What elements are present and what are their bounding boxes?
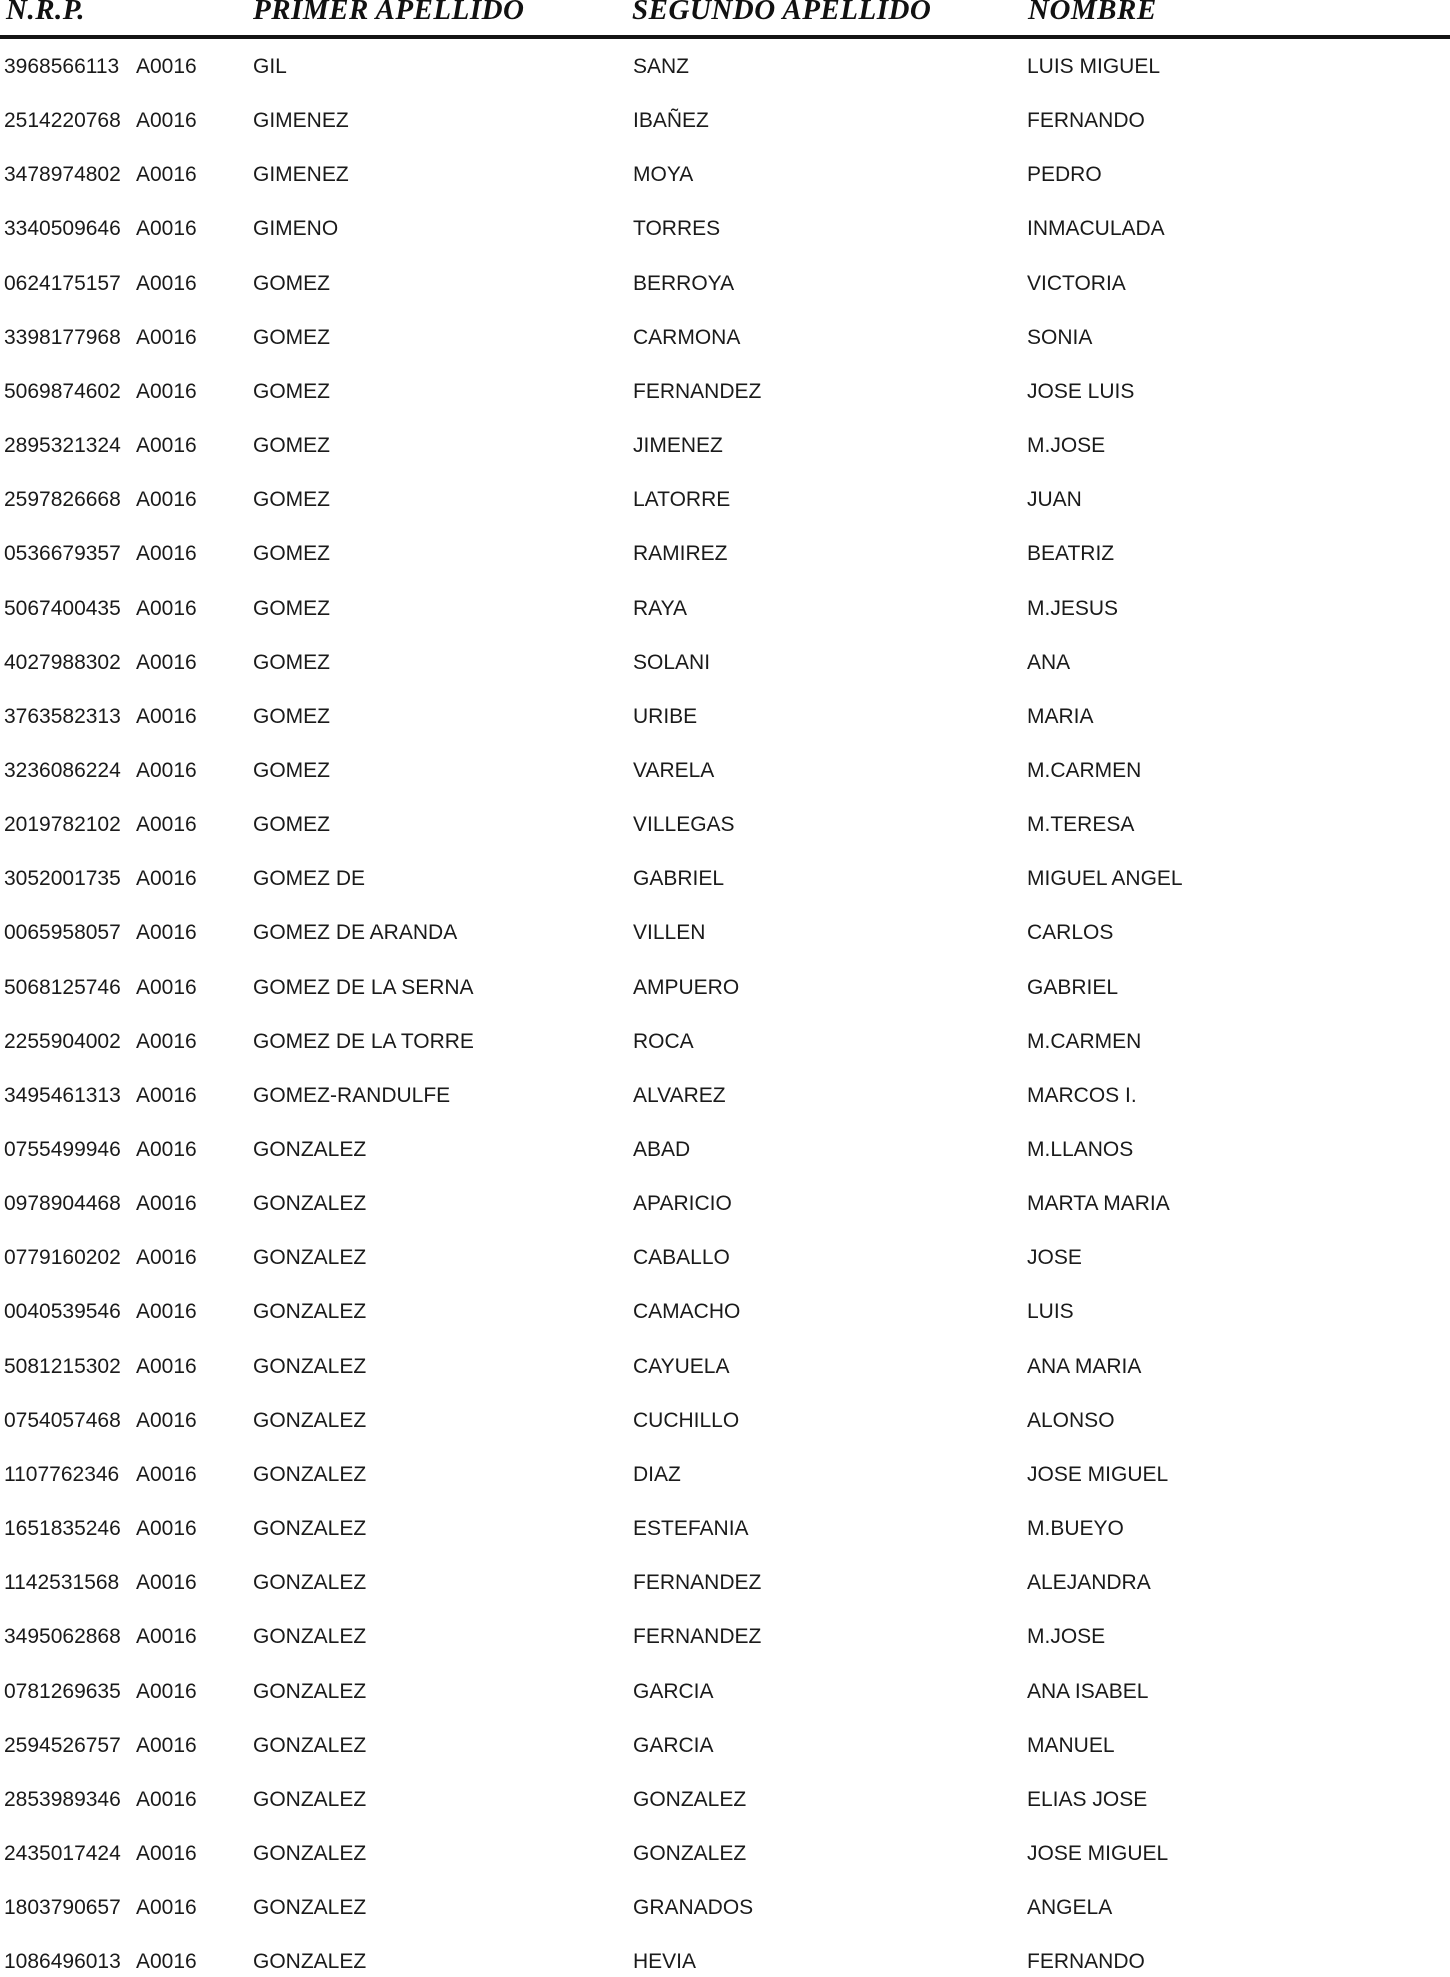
nrp-cell: 0781269635 bbox=[4, 1679, 121, 1703]
nombre-cell: ANA MARIA bbox=[1027, 1354, 1142, 1378]
code-cell: A0016 bbox=[136, 650, 197, 674]
segundo-apellido-cell: SOLANI bbox=[633, 650, 711, 674]
nrp-cell: 0536679357 bbox=[4, 542, 121, 566]
nombre-cell: M.BUEYO bbox=[1027, 1517, 1124, 1541]
nrp-cell: 1086496013 bbox=[4, 1950, 121, 1974]
nombre-cell: JOSE MIGUEL bbox=[1027, 1462, 1169, 1486]
code-cell: A0016 bbox=[136, 1083, 197, 1107]
nrp-cell: 3763582313 bbox=[4, 704, 121, 728]
nrp-cell: 0040539546 bbox=[4, 1300, 121, 1324]
nrp-cell: 0755499946 bbox=[4, 1138, 121, 1161]
nombre-cell: LUIS MIGUEL bbox=[1027, 55, 1161, 78]
table-row bbox=[0, 214, 1450, 244]
primer-apellido-cell: GOMEZ-RANDULFE bbox=[253, 1083, 451, 1107]
nrp-cell: 2255904002 bbox=[4, 1029, 121, 1053]
nrp-cell: 3968566113 bbox=[4, 55, 120, 78]
code-cell: A0016 bbox=[136, 163, 197, 187]
code-cell: A0016 bbox=[136, 596, 197, 620]
segundo-apellido-cell: GRANADOS bbox=[633, 1896, 754, 1920]
nombre-cell: MIGUEL ANGEL bbox=[1027, 867, 1183, 891]
table-row bbox=[0, 1677, 1450, 1707]
segundo-apellido-cell: GONZALEZ bbox=[633, 1841, 747, 1865]
primer-apellido-cell: GONZALEZ bbox=[253, 1462, 367, 1486]
primer-apellido-cell: GOMEZ bbox=[253, 325, 330, 349]
segundo-apellido-cell: RAYA bbox=[633, 596, 688, 620]
primer-apellido-cell: GOMEZ bbox=[253, 813, 330, 837]
segundo-apellido-cell: DIAZ bbox=[633, 1462, 681, 1486]
nombre-cell: M.JOSE bbox=[1027, 1625, 1106, 1649]
code-cell: A0016 bbox=[136, 704, 197, 728]
nrp-cell: 5069874602 bbox=[4, 379, 121, 403]
nrp-cell: 0065958057 bbox=[4, 921, 121, 945]
primer-apellido-cell: GOMEZ DE LA SERNA bbox=[253, 975, 474, 999]
table-row bbox=[0, 1460, 1450, 1490]
segundo-apellido-cell: CUCHILLO bbox=[633, 1408, 740, 1432]
header-segundo-apellido: SEGUNDO APELLIDO bbox=[632, 0, 932, 26]
primer-apellido-cell: GOMEZ bbox=[253, 704, 330, 728]
segundo-apellido-cell: BERROYA bbox=[633, 271, 735, 295]
nrp-cell: 0624175157 bbox=[4, 271, 121, 295]
table-row bbox=[0, 1568, 1450, 1598]
nombre-cell: MARIA bbox=[1027, 704, 1094, 728]
segundo-apellido-cell: ALVAREZ bbox=[633, 1083, 726, 1107]
segundo-apellido-cell: FERNANDEZ bbox=[633, 379, 762, 403]
segundo-apellido-cell: JIMENEZ bbox=[633, 434, 723, 458]
segundo-apellido-cell: CARMONA bbox=[633, 325, 741, 349]
table-row bbox=[0, 973, 1450, 1003]
nombre-cell: M.JESUS bbox=[1027, 596, 1119, 620]
nombre-cell: VICTORIA bbox=[1027, 271, 1126, 295]
nrp-cell: 2514220768 bbox=[4, 109, 121, 133]
nrp-cell: 3236086224 bbox=[4, 758, 121, 782]
primer-apellido-cell: GOMEZ bbox=[253, 434, 330, 458]
table-row bbox=[0, 1514, 1450, 1544]
code-cell: A0016 bbox=[136, 1462, 197, 1486]
table-row bbox=[0, 1189, 1450, 1219]
segundo-apellido-cell: RAMIREZ bbox=[633, 542, 728, 566]
nrp-cell: 5067400435 bbox=[4, 596, 121, 620]
table-row bbox=[0, 1622, 1450, 1652]
header-nrp: N.R.P. bbox=[6, 0, 86, 26]
code-cell: A0016 bbox=[136, 1408, 197, 1432]
code-cell: A0016 bbox=[136, 434, 197, 458]
nrp-cell: 2019782102 bbox=[4, 813, 121, 837]
table-row bbox=[0, 323, 1450, 353]
primer-apellido-cell: GONZALEZ bbox=[253, 1950, 367, 1974]
nombre-cell: ALEJANDRA bbox=[1027, 1571, 1151, 1595]
code-cell: A0016 bbox=[136, 217, 197, 241]
primer-apellido-cell: GOMEZ DE bbox=[253, 867, 366, 891]
segundo-apellido-cell: CABALLO bbox=[633, 1246, 730, 1270]
nombre-cell: JUAN bbox=[1027, 488, 1082, 512]
segundo-apellido-cell: APARICIO bbox=[633, 1192, 732, 1216]
nombre-cell: MARTA MARIA bbox=[1027, 1192, 1170, 1216]
primer-apellido-cell: GONZALEZ bbox=[253, 1138, 367, 1161]
table-row bbox=[0, 648, 1450, 678]
code-cell: A0016 bbox=[136, 1300, 197, 1324]
nrp-cell: 2435017424 bbox=[4, 1841, 121, 1865]
primer-apellido-cell: GOMEZ DE LA TORRE bbox=[253, 1029, 474, 1053]
segundo-apellido-cell: VILLEGAS bbox=[633, 813, 735, 837]
nrp-cell: 2597826668 bbox=[4, 488, 121, 512]
segundo-apellido-cell: GARCIA bbox=[633, 1679, 714, 1703]
segundo-apellido-cell: VARELA bbox=[633, 758, 715, 782]
nombre-cell: GABRIEL bbox=[1027, 975, 1119, 999]
nrp-cell: 5081215302 bbox=[4, 1354, 121, 1378]
nombre-cell: ELIAS JOSE bbox=[1027, 1787, 1148, 1811]
code-cell: A0016 bbox=[136, 1787, 197, 1811]
segundo-apellido-cell: FERNANDEZ bbox=[633, 1625, 762, 1649]
nrp-cell: 1142531568 bbox=[4, 1571, 120, 1595]
nrp-cell: 3340509646 bbox=[4, 217, 121, 241]
table-row bbox=[0, 702, 1450, 732]
table-row bbox=[0, 1893, 1450, 1923]
nombre-cell: M.LLANOS bbox=[1027, 1138, 1134, 1161]
table-row bbox=[0, 431, 1450, 461]
table-row bbox=[0, 485, 1450, 515]
table-row bbox=[0, 918, 1450, 948]
table-row bbox=[0, 106, 1450, 136]
nombre-cell: PEDRO bbox=[1027, 163, 1102, 187]
header-primer-apellido: PRIMER APELLIDO bbox=[253, 0, 525, 26]
primer-apellido-cell: GONZALEZ bbox=[253, 1192, 367, 1216]
segundo-apellido-cell: LATORRE bbox=[633, 488, 731, 512]
nombre-cell: ALONSO bbox=[1027, 1408, 1115, 1432]
primer-apellido-cell: GIMENEZ bbox=[253, 163, 349, 187]
primer-apellido-cell: GONZALEZ bbox=[253, 1733, 367, 1757]
primer-apellido-cell: GONZALEZ bbox=[253, 1354, 367, 1378]
code-cell: A0016 bbox=[136, 379, 197, 403]
nrp-cell: 1803790657 bbox=[4, 1896, 121, 1920]
primer-apellido-cell: GOMEZ bbox=[253, 650, 330, 674]
primer-apellido-cell: GIMENEZ bbox=[253, 109, 349, 133]
nombre-cell: FERNANDO bbox=[1027, 109, 1145, 133]
table-row bbox=[0, 160, 1450, 190]
code-cell: A0016 bbox=[136, 1192, 197, 1216]
code-cell: A0016 bbox=[136, 867, 197, 891]
code-cell: A0016 bbox=[136, 813, 197, 837]
primer-apellido-cell: GONZALEZ bbox=[253, 1246, 367, 1270]
code-cell: A0016 bbox=[136, 1625, 197, 1649]
table-row bbox=[0, 539, 1450, 569]
code-cell: A0016 bbox=[136, 1517, 197, 1541]
table-row bbox=[0, 1135, 1450, 1165]
code-cell: A0016 bbox=[136, 1733, 197, 1757]
nrp-cell: 1651835246 bbox=[4, 1517, 121, 1541]
primer-apellido-cell: GONZALEZ bbox=[253, 1408, 367, 1432]
primer-apellido-cell: GOMEZ bbox=[253, 271, 330, 295]
primer-apellido-cell: GOMEZ bbox=[253, 542, 330, 566]
primer-apellido-cell: GOMEZ bbox=[253, 379, 330, 403]
code-cell: A0016 bbox=[136, 325, 197, 349]
nombre-cell: M.JOSE bbox=[1027, 434, 1106, 458]
nrp-cell: 2594526757 bbox=[4, 1733, 121, 1757]
table-row bbox=[0, 756, 1450, 786]
table-row bbox=[0, 1297, 1450, 1327]
nombre-cell: BEATRIZ bbox=[1027, 542, 1115, 566]
code-cell: A0016 bbox=[136, 1841, 197, 1865]
code-cell: A0016 bbox=[136, 271, 197, 295]
nrp-cell: 4027988302 bbox=[4, 650, 121, 674]
nombre-cell: ANA ISABEL bbox=[1027, 1679, 1149, 1703]
segundo-apellido-cell: TORRES bbox=[633, 217, 721, 241]
segundo-apellido-cell: ROCA bbox=[633, 1029, 694, 1053]
nrp-cell: 3052001735 bbox=[4, 867, 121, 891]
nrp-cell: 0978904468 bbox=[4, 1192, 121, 1216]
nrp-cell: 0754057468 bbox=[4, 1408, 121, 1432]
primer-apellido-cell: GIL bbox=[253, 55, 287, 78]
nombre-cell: MANUEL bbox=[1027, 1733, 1115, 1757]
table-row bbox=[0, 269, 1450, 299]
code-cell: A0016 bbox=[136, 542, 197, 566]
code-cell: A0016 bbox=[136, 1354, 197, 1378]
segundo-apellido-cell: AMPUERO bbox=[633, 975, 740, 999]
header-nombre: NOMBRE bbox=[1028, 0, 1157, 26]
nrp-cell: 2895321324 bbox=[4, 434, 121, 458]
segundo-apellido-cell: MOYA bbox=[633, 163, 694, 187]
nrp-cell: 3398177968 bbox=[4, 325, 121, 349]
table-row bbox=[0, 1352, 1450, 1382]
primer-apellido-cell: GONZALEZ bbox=[253, 1300, 367, 1324]
segundo-apellido-cell: HEVIA bbox=[633, 1950, 697, 1974]
primer-apellido-cell: GONZALEZ bbox=[253, 1517, 367, 1541]
nrp-cell: 3478974802 bbox=[4, 163, 121, 187]
table-row bbox=[0, 1839, 1450, 1869]
code-cell: A0016 bbox=[136, 55, 197, 78]
nrp-cell: 3495062868 bbox=[4, 1625, 121, 1649]
segundo-apellido-cell: GARCIA bbox=[633, 1733, 714, 1757]
nombre-cell: M.CARMEN bbox=[1027, 1029, 1142, 1053]
segundo-apellido-cell: SANZ bbox=[633, 55, 690, 78]
nombre-cell: ANA bbox=[1027, 650, 1071, 674]
nombre-cell: INMACULADA bbox=[1027, 217, 1165, 241]
segundo-apellido-cell: GONZALEZ bbox=[633, 1787, 747, 1811]
segundo-apellido-cell: ESTEFANIA bbox=[633, 1517, 749, 1541]
nombre-cell: LUIS bbox=[1027, 1300, 1074, 1324]
table-row bbox=[0, 1081, 1450, 1111]
code-cell: A0016 bbox=[136, 975, 197, 999]
segundo-apellido-cell: CAYUELA bbox=[633, 1354, 730, 1378]
code-cell: A0016 bbox=[136, 488, 197, 512]
nombre-cell: JOSE bbox=[1027, 1246, 1082, 1270]
code-cell: A0016 bbox=[136, 109, 197, 133]
code-cell: A0016 bbox=[136, 1029, 197, 1053]
table-row bbox=[0, 594, 1450, 624]
nombre-cell: M.TERESA bbox=[1027, 813, 1135, 837]
nrp-cell: 5068125746 bbox=[4, 975, 121, 999]
code-cell: A0016 bbox=[136, 758, 197, 782]
nombre-cell: M.CARMEN bbox=[1027, 758, 1142, 782]
code-cell: A0016 bbox=[136, 1246, 197, 1270]
table-row bbox=[0, 1785, 1450, 1815]
nombre-cell: FERNANDO bbox=[1027, 1950, 1145, 1974]
nombre-cell: JOSE MIGUEL bbox=[1027, 1841, 1169, 1865]
nombre-cell: MARCOS I. bbox=[1027, 1083, 1137, 1107]
code-cell: A0016 bbox=[136, 1138, 197, 1161]
nombre-cell: CARLOS bbox=[1027, 921, 1114, 945]
nombre-cell: JOSE LUIS bbox=[1027, 379, 1135, 403]
nrp-cell: 0779160202 bbox=[4, 1246, 121, 1270]
table-row bbox=[0, 1243, 1450, 1273]
primer-apellido-cell: GOMEZ bbox=[253, 488, 330, 512]
primer-apellido-cell: GOMEZ bbox=[253, 758, 330, 782]
table-row bbox=[0, 1406, 1450, 1436]
primer-apellido-cell: GONZALEZ bbox=[253, 1787, 367, 1811]
code-cell: A0016 bbox=[136, 1679, 197, 1703]
primer-apellido-cell: GONZALEZ bbox=[253, 1625, 367, 1649]
segundo-apellido-cell: IBAÑEZ bbox=[633, 109, 709, 133]
segundo-apellido-cell: VILLEN bbox=[633, 921, 706, 945]
segundo-apellido-cell: ABAD bbox=[633, 1138, 691, 1161]
nombre-cell: ANGELA bbox=[1027, 1896, 1113, 1920]
table-row bbox=[0, 864, 1450, 894]
table-row bbox=[0, 377, 1450, 407]
primer-apellido-cell: GOMEZ DE ARANDA bbox=[253, 921, 458, 945]
segundo-apellido-cell: URIBE bbox=[633, 704, 698, 728]
table-row bbox=[0, 1731, 1450, 1761]
nrp-cell: 3495461313 bbox=[4, 1083, 121, 1107]
primer-apellido-cell: GOMEZ bbox=[253, 596, 330, 620]
nrp-cell: 2853989346 bbox=[4, 1787, 121, 1811]
primer-apellido-cell: GONZALEZ bbox=[253, 1571, 367, 1595]
table-row bbox=[0, 52, 1450, 82]
segundo-apellido-cell: CAMACHO bbox=[633, 1300, 741, 1324]
code-cell: A0016 bbox=[136, 921, 197, 945]
segundo-apellido-cell: GABRIEL bbox=[633, 867, 725, 891]
primer-apellido-cell: GONZALEZ bbox=[253, 1679, 367, 1703]
segundo-apellido-cell: FERNANDEZ bbox=[633, 1571, 762, 1595]
code-cell: A0016 bbox=[136, 1950, 197, 1974]
primer-apellido-cell: GONZALEZ bbox=[253, 1896, 367, 1920]
primer-apellido-cell: GIMENO bbox=[253, 217, 339, 241]
nombre-cell: SONIA bbox=[1027, 325, 1093, 349]
primer-apellido-cell: GONZALEZ bbox=[253, 1841, 367, 1865]
table-row bbox=[0, 1947, 1450, 1977]
table-row bbox=[0, 1027, 1450, 1057]
table-row bbox=[0, 810, 1450, 840]
nrp-cell: 1107762346 bbox=[4, 1462, 120, 1486]
code-cell: A0016 bbox=[136, 1896, 197, 1920]
code-cell: A0016 bbox=[136, 1571, 197, 1595]
